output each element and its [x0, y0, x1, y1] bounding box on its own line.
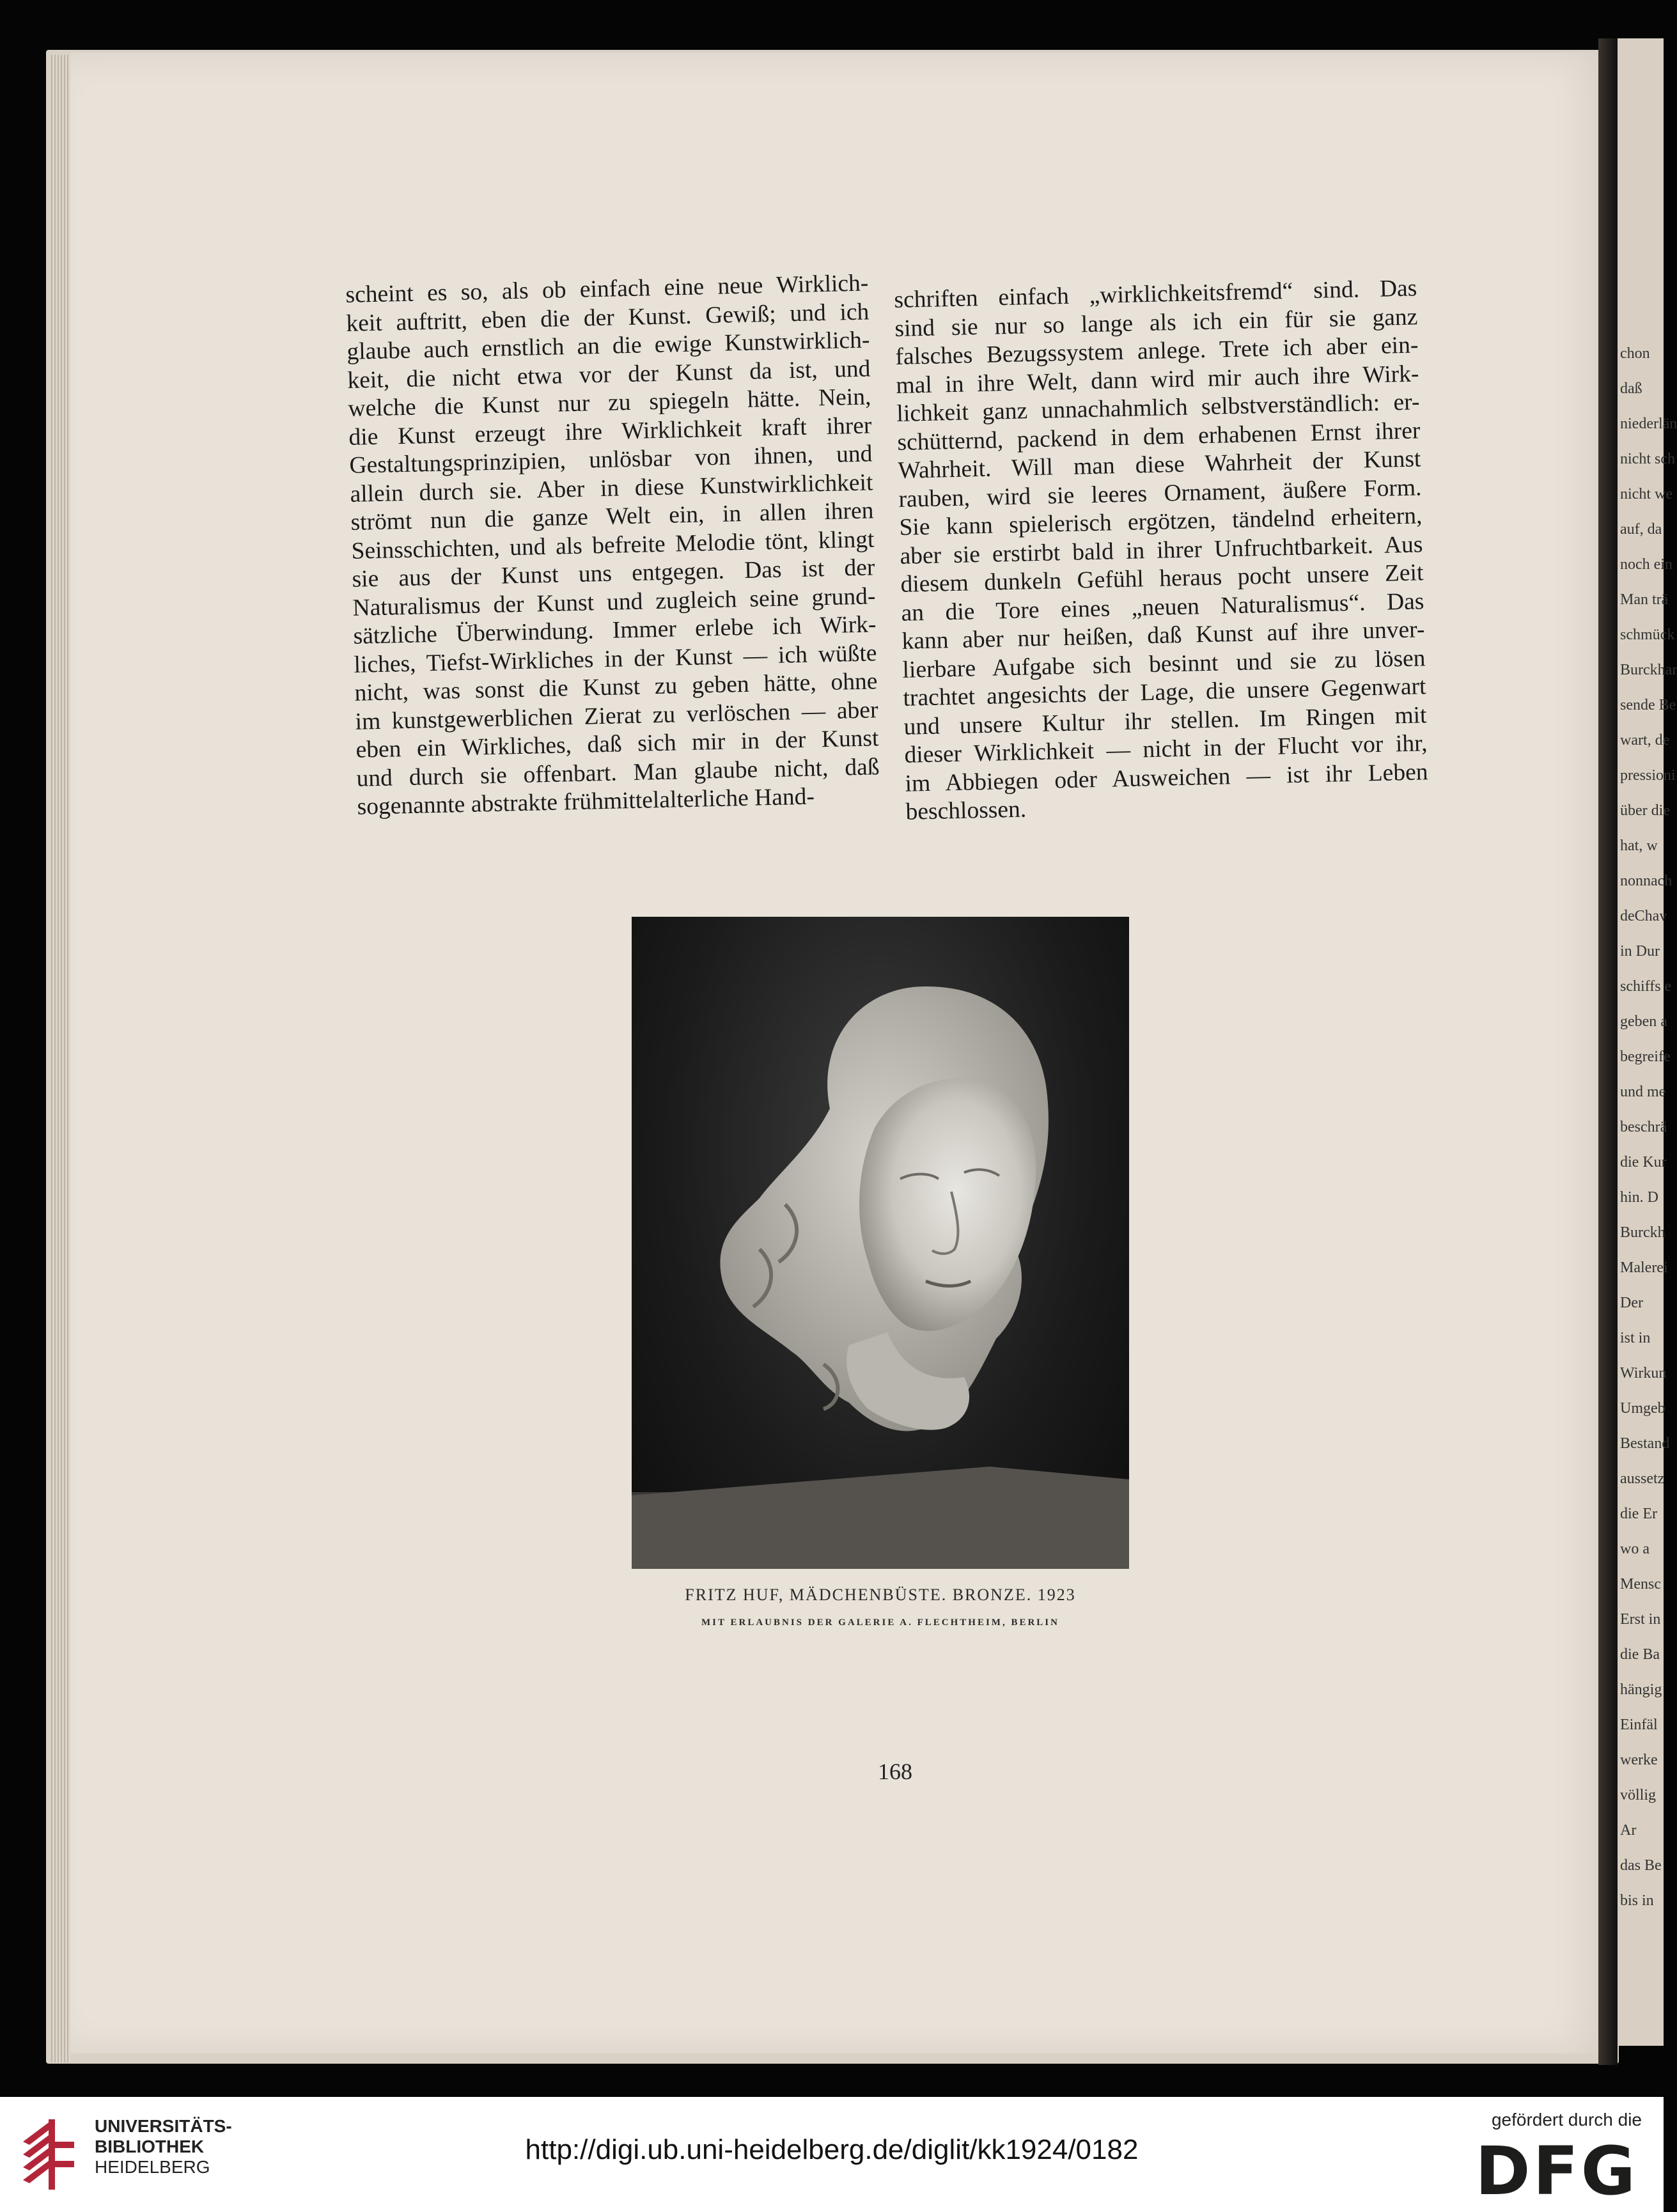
adjacent-page-text: deChav	[1620, 908, 1667, 924]
adjacent-page-text: Erst in	[1620, 1611, 1661, 1628]
dfg-logo: DFG	[1475, 2132, 1638, 2210]
text-line: im Abbiegen oder Ausweichen — ist ihr Leben	[905, 758, 1428, 797]
text-line: trachtet angesichts der Lage, die unsere Gegenwart	[903, 673, 1426, 712]
text-line: falsches Bezugssystem anlege. Trete ich aber ein-	[895, 332, 1419, 370]
text-line: lichkeit ganz unnachahmlich selbstverständlich: er-	[896, 389, 1420, 427]
text-line: welche die Kunst nur zu spiegeln hätte. Nein,	[348, 384, 871, 422]
adjacent-page-text: begreife	[1620, 1048, 1671, 1065]
adjacent-page-text: die Er	[1620, 1506, 1657, 1522]
adjacent-page-fragment	[1618, 38, 1677, 2046]
text-line: mal in ihre Welt, dann wird mir auch ihre Wirk-	[896, 360, 1419, 399]
adjacent-page-text: Der	[1620, 1295, 1643, 1311]
adjacent-page-text: chon	[1620, 345, 1650, 362]
adjacent-page-text: beschrä	[1620, 1119, 1667, 1135]
book-gutter	[1598, 38, 1618, 2065]
adjacent-page-text: niederlän	[1620, 416, 1677, 432]
funding-label: gefördert durch die	[1491, 2110, 1642, 2130]
adjacent-page-text: pressioni	[1620, 767, 1676, 784]
text-line: glaube auch ernstlich an die ewige Kunstwirklich-	[347, 327, 870, 365]
text-line: keit auftritt, eben die der Kunst. Gewiß; und ich	[346, 298, 870, 337]
text-line: schriften einfach „wirklichkeitsfremd“ sind. Das	[894, 275, 1417, 313]
text-line: und unsere Kultur ihr stellen. Im Ringen mit	[903, 701, 1427, 740]
text-line: und durch sie offenbart. Man glaube nicht, daß	[356, 753, 880, 792]
text-line: kann aber nur heißen, daß Kunst auf ihre unver-	[901, 616, 1425, 655]
adjacent-page-text: Mensc	[1620, 1576, 1661, 1593]
adjacent-page-text: schiffs e	[1620, 978, 1672, 995]
adjacent-page-text: Bestand	[1620, 1435, 1670, 1452]
adjacent-page-text: Malerei	[1620, 1259, 1668, 1276]
adjacent-page-text: hin. D	[1620, 1189, 1658, 1206]
right-text-column	[894, 274, 1429, 827]
bust-photograph	[632, 917, 1129, 1569]
bust-sculpture-image	[632, 917, 1129, 1569]
adjacent-page-text: aussetz	[1620, 1470, 1665, 1487]
adjacent-page-text: sende Be	[1620, 697, 1676, 713]
text-line: rauben, wird sie leeres Ornament, äußere Form.	[898, 474, 1422, 513]
text-line: sogenannte abstrakte frühmittelalterliche Hand-	[357, 783, 815, 820]
adjacent-page-text: nicht sch	[1620, 451, 1675, 467]
text-line: liches, Tiefst-Wirkliches in der Kunst — ich wüßte	[354, 639, 877, 678]
text-line: dieser Wirklichkeit — nicht in der Flucht vor ihr,	[904, 730, 1428, 768]
left-text-column	[345, 269, 880, 822]
adjacent-page-text: werke	[1620, 1752, 1658, 1768]
institution-line: BIBLIOTHEK	[95, 2137, 205, 2156]
text-line: sie aus der Kunst uns entgegen. Das ist der	[352, 554, 875, 593]
institution-line: UNIVERSITÄTS-	[95, 2116, 232, 2136]
adjacent-page-text: Wirkun	[1620, 1365, 1667, 1382]
adjacent-page-text: über die	[1620, 802, 1670, 819]
adjacent-page-text: Man trä	[1620, 591, 1669, 608]
adjacent-page-text: wo a	[1620, 1541, 1650, 1557]
text-line: sätzliche Überwindung. Immer erlebe ich Wirk-	[353, 611, 877, 650]
adjacent-page-text: völlig	[1620, 1787, 1657, 1803]
adjacent-page-text: die Ba	[1620, 1646, 1660, 1663]
adjacent-page-text: ist in	[1620, 1330, 1651, 1346]
text-line: Sie kann spielerisch ergötzen, tändelnd erheitern,	[899, 502, 1423, 541]
text-line: keit, die nicht etwa vor der Kunst da ist, und	[347, 355, 871, 394]
adjacent-page-text: Umgeb	[1620, 1400, 1665, 1417]
adjacent-page-text: die Kur	[1620, 1154, 1667, 1171]
adjacent-page-text: hängig	[1620, 1681, 1662, 1698]
adjacent-page-text: hat, w	[1620, 837, 1658, 854]
adjacent-page-text: auf, da	[1620, 521, 1662, 538]
adjacent-page-text: bis in	[1620, 1892, 1654, 1909]
adjacent-page-text: in Dur	[1620, 943, 1660, 960]
text-line: scheint es so, als ob einfach eine neue Wirklich-	[345, 270, 869, 308]
footer-bar	[0, 2097, 1664, 2212]
text-line: Naturalismus der Kunst und zugleich seine grund-	[352, 582, 876, 621]
adjacent-page-text: nonnach	[1620, 873, 1673, 889]
text-line: lierbare Aufgabe sich besinnt und sie zu lösen	[902, 644, 1426, 683]
adjacent-page-text: geben a	[1620, 1013, 1667, 1030]
adjacent-page-text: Burckhar	[1620, 662, 1677, 678]
text-line: im kunstgewerblichen Zierat zu verlöschen — aber	[355, 696, 878, 735]
text-line: allein durch sie. Aber in diese Kunstwirklichkeit	[350, 469, 873, 508]
text-line: strömt nun die ganze Welt ein, in allen ihren	[350, 497, 874, 536]
text-line: Seinsschichten, und als befreite Melodie tönt, klingt	[351, 526, 875, 565]
adjacent-page-text: daß	[1620, 380, 1642, 397]
adjacent-page-text: wart, de	[1620, 732, 1670, 749]
figure-credit: MIT ERLAUBNIS DER GALERIE A. FLECHTHEIM, BERLIN	[701, 1617, 1059, 1628]
source-url-link[interactable]: http://digi.ub.uni-heidelberg.de/diglit/kk1924/0182	[525, 2134, 1139, 2165]
adjacent-page-text: schmück	[1620, 627, 1675, 643]
text-line: schütternd, packend in dem erhabenen Ernst ihrer	[897, 417, 1421, 456]
text-line: an die Tore eines „neuen Naturalismus“. Das	[901, 588, 1424, 627]
text-line: Wahrheit. Will man diese Wahrheit der Kunst	[898, 446, 1421, 484]
adjacent-page-text: Einfäl	[1620, 1717, 1658, 1733]
text-line: diesem dunkeln Gefühl heraus pocht unsere Zeit	[900, 559, 1424, 598]
text-line: aber sie erstirbt bald in ihrer Unfruchtbarkeit. Aus	[900, 531, 1423, 570]
text-line: eben ein Wirkliches, daß sich mir in der Kunst	[355, 725, 879, 763]
page-edges	[51, 55, 70, 2062]
adjacent-page-text: noch ein	[1620, 556, 1673, 573]
figure-caption: FRITZ HUF, MÄDCHENBÜSTE. BRONZE. 1923	[685, 1585, 1076, 1604]
text-line: nicht, was sonst die Kunst zu geben hätte, ohne	[354, 668, 878, 706]
adjacent-page-text: das Be	[1620, 1857, 1662, 1874]
text-line: beschlossen.	[905, 796, 1027, 825]
adjacent-page-text: nicht we	[1620, 486, 1673, 502]
text-line: sind sie nur so lange als ich ein für sie ganz	[894, 303, 1418, 342]
adjacent-page-text: Ar	[1620, 1822, 1637, 1839]
page-number: 168	[878, 1759, 912, 1784]
institution-line: HEIDELBERG	[95, 2157, 210, 2177]
text-line: die Kunst erzeugt ihre Wirklichkeit kraft ihrer	[348, 412, 872, 451]
text-line: Gestaltungsprinzipien, unlösbar von ihnen, und	[349, 440, 873, 479]
adjacent-page-text: und me	[1620, 1084, 1666, 1100]
adjacent-page-text: Burckh	[1620, 1224, 1665, 1241]
